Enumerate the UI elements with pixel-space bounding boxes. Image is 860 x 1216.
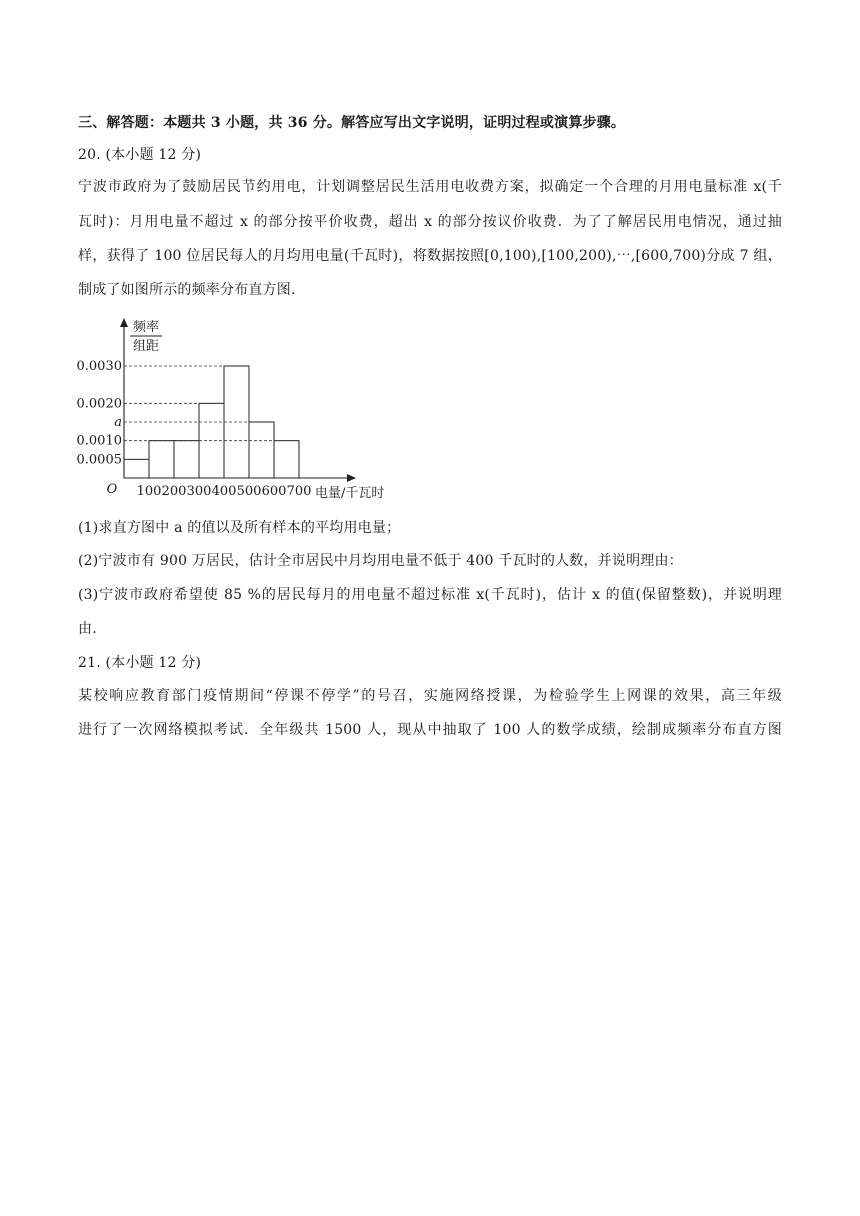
y-tick-label: 0.0030 [76,359,122,374]
y-axis-arrow [120,318,128,327]
q20-intro-line: 样，获得了 100 位居民每人的月均用电量(千瓦时)，将数据按照[0,100),[100,200),⋯,[600,700)分成 7 组， [78,248,782,264]
histogram-bar [174,441,199,478]
frequency-histogram [74,312,414,502]
q20-intro-line: 宁波市政府为了鼓励居民节约用电，计划调整居民生活用电收费方案，拟确定一个合理的月用电量标准 x(千 [78,179,782,195]
section-heading: 三、解答题：本题共 3 小题，共 36 分。解答应写出文字说明，证明过程或演算步骤。 [78,115,626,131]
x-tick-label: 400 [211,484,237,499]
q20-intro-line: 制成了如图所示的频率分布直方图. [78,282,296,298]
q20-part-3-cont: 由. [78,621,97,637]
q21-line: 某校响应教育部门疫情期间“停课不停学”的号召，实施网络授课，为检验学生上网课的效果，高三年级 [78,688,782,704]
x-tick-label: 600 [261,484,287,499]
q20-intro-line: 瓦时)：月用电量不超过 x 的部分按平价收费，超出 x 的部分按议价收费．为了了解居民用电情况，通过抽 [78,214,782,230]
y-axis-label-numerator: 频率 [132,320,160,335]
histogram-bar [124,459,149,478]
y-tick-label: a [114,415,122,430]
x-tick-label: 100 [136,484,162,499]
q21-header: 21. (本小题 12 分) [78,655,202,671]
histogram-bar [274,441,299,478]
q20-part-1: (1)求直方图中 a 的值以及所有样本的平均用电量； [78,520,401,536]
histogram-bar [249,422,274,478]
q20-part-2: (2)宁波市有 900 万居民，估计全市居民中月均用电量不低于 400 千瓦时的人数，并说明理由： [78,553,683,569]
x-tick-label: 200 [161,484,187,499]
x-axis-label: 电量/千瓦时 [315,486,385,501]
y-tick-label: 0.0020 [76,396,122,412]
histogram-bar [149,441,174,478]
x-tick-label: 300 [186,484,212,499]
q21-line: 进行了一次网络模拟考试．全年级共 1500 人，现从中抽取了 100 人的数学成绩，绘制成频率分布直方图 [78,722,782,738]
y-tick-label: 0.0005 [76,452,122,468]
x-tick-label: 700 [286,484,312,499]
q20-part-3: (3)宁波市政府希望使 85 %的居民每月的用电量不超过标准 x(千瓦时)，估计 x 的值(保留整数)，并说明理 [78,587,782,603]
origin-label: O [106,482,118,497]
q20-header: 20. (本小题 12 分) [78,147,202,163]
y-axis-label-denominator: 组距 [132,339,160,354]
x-axis-arrow [347,474,356,482]
y-tick-label: 0.0010 [76,433,122,449]
x-tick-label: 500 [236,484,262,499]
